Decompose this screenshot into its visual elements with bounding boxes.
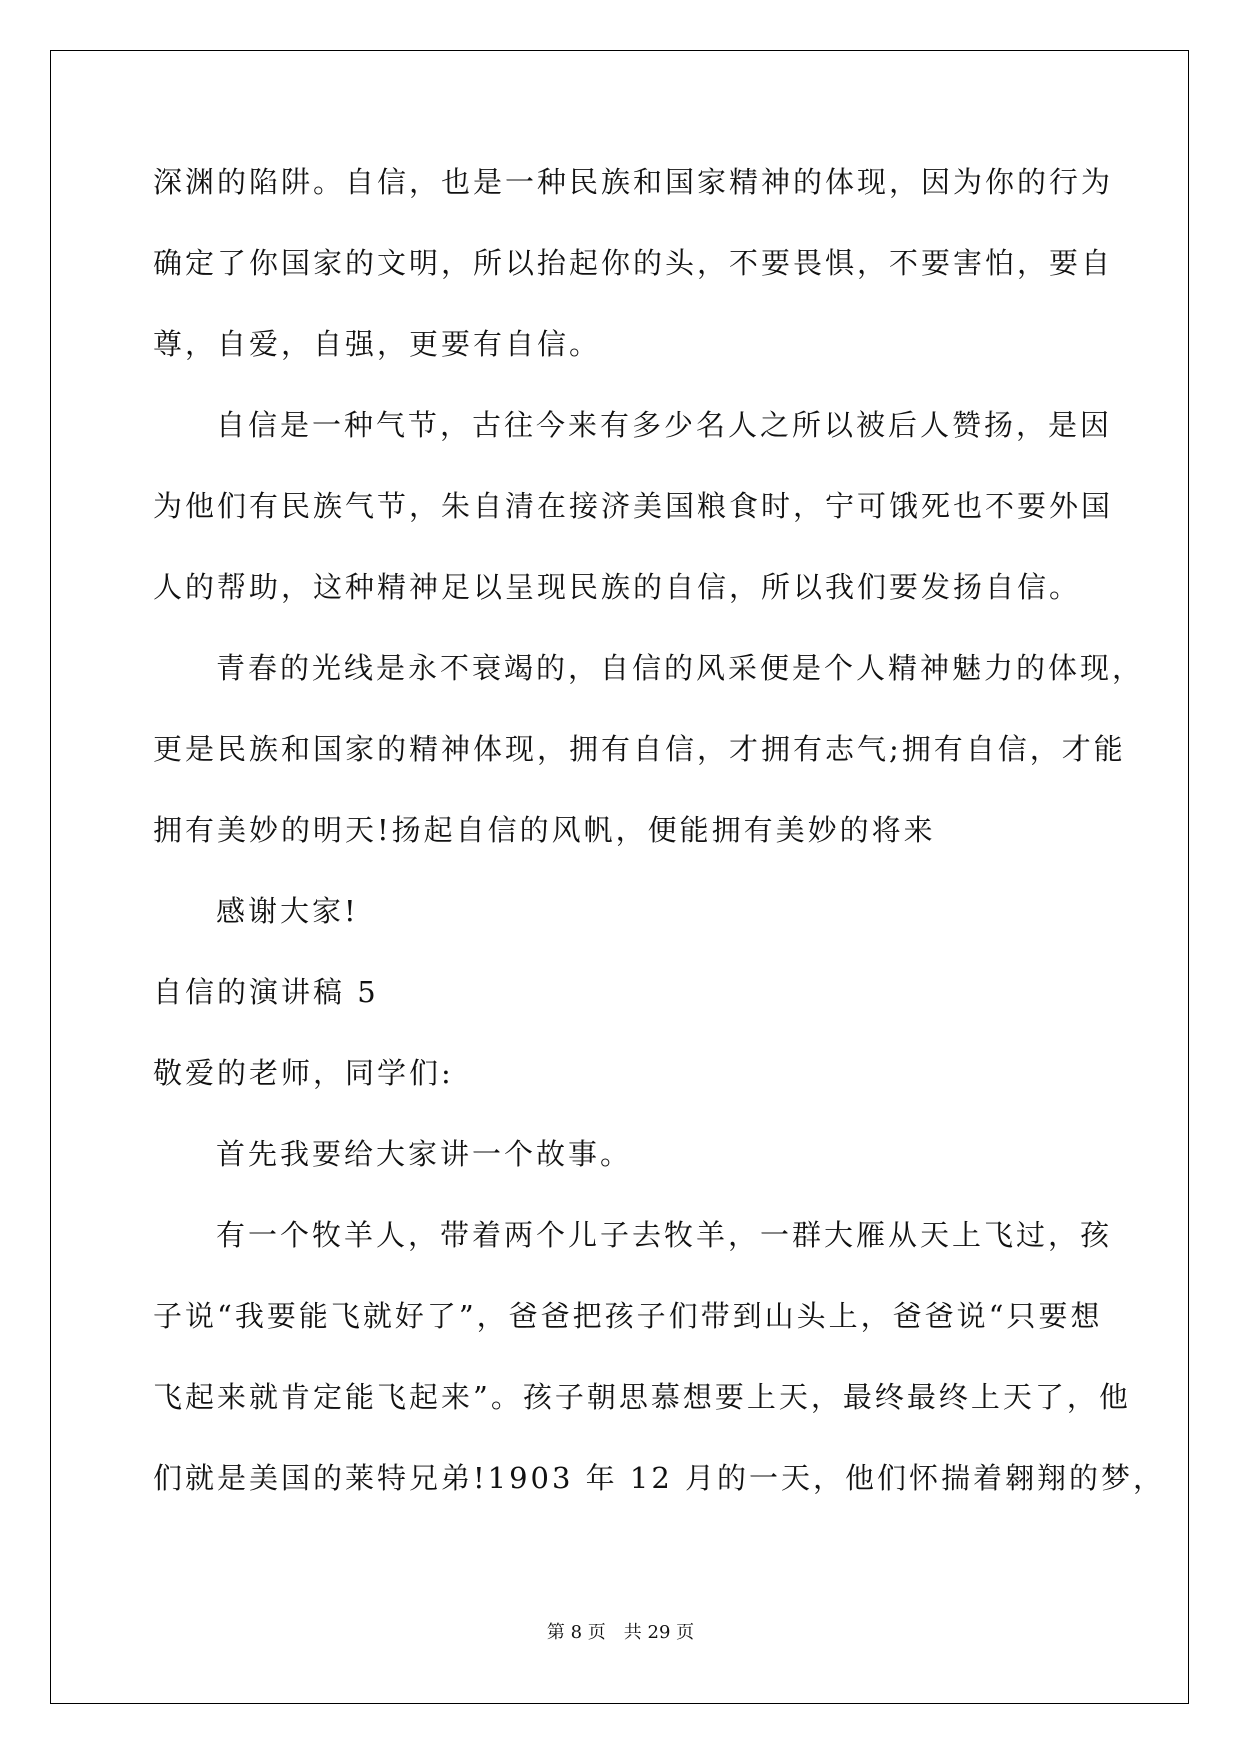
paragraph-start: 青春的光线是永不衰竭的，自信的风采便是个人精神魅力的体现， (216, 651, 1145, 685)
page-number-footer: 第 8 页 共 29 页 (546, 1622, 695, 1643)
text-line: 们就是美国的莱特兄弟!1903 年 12 月的一天，他们怀揣着翱翔的梦， (153, 1461, 1166, 1495)
text-line: 确定了你国家的文明，所以抬起你的头，不要畏惧，不要害怕，要自 (153, 246, 1114, 280)
paragraph-start: 首先我要给大家讲一个故事。 (216, 1137, 633, 1171)
text-line: 更是民族和国家的精神体现，拥有自信，才拥有志气;拥有自信，才能 (153, 732, 1126, 766)
paragraph-start: 有一个牧羊人，带着两个儿子去牧羊，一群大雁从天上飞过，孩 (216, 1218, 1113, 1252)
text-line: 拥有美妙的明天!扬起自信的风帆，便能拥有美妙的将来 (153, 813, 936, 847)
paragraph-start: 感谢大家! (216, 894, 359, 928)
text-line: 飞起来就肯定能飞起来”。孩子朝思慕想要上天，最终最终上天了，他 (153, 1380, 1131, 1414)
section-heading: 自信的演讲稿 5 (153, 975, 379, 1009)
paragraph-start: 自信是一种气节，古往今来有多少名人之所以被后人赞扬，是因 (216, 408, 1113, 442)
document-body (153, 156, 1166, 1533)
text-line: 深渊的陷阱。自信，也是一种民族和国家精神的体现，因为你的行为 (153, 165, 1114, 199)
text-line: 人的帮助，这种精神足以呈现民族的自信，所以我们要发扬自信。 (153, 570, 1082, 604)
text-line: 尊，自爱，自强，更要有自信。 (153, 327, 602, 361)
salutation: 敬爱的老师，同学们: (153, 1056, 454, 1090)
text-line: 为他们有民族气节，朱自清在接济美国粮食时，宁可饿死也不要外国 (153, 489, 1114, 523)
text-line: 子说“我要能飞就好了”，爸爸把孩子们带到山头上，爸爸说“只要想 (153, 1299, 1103, 1333)
